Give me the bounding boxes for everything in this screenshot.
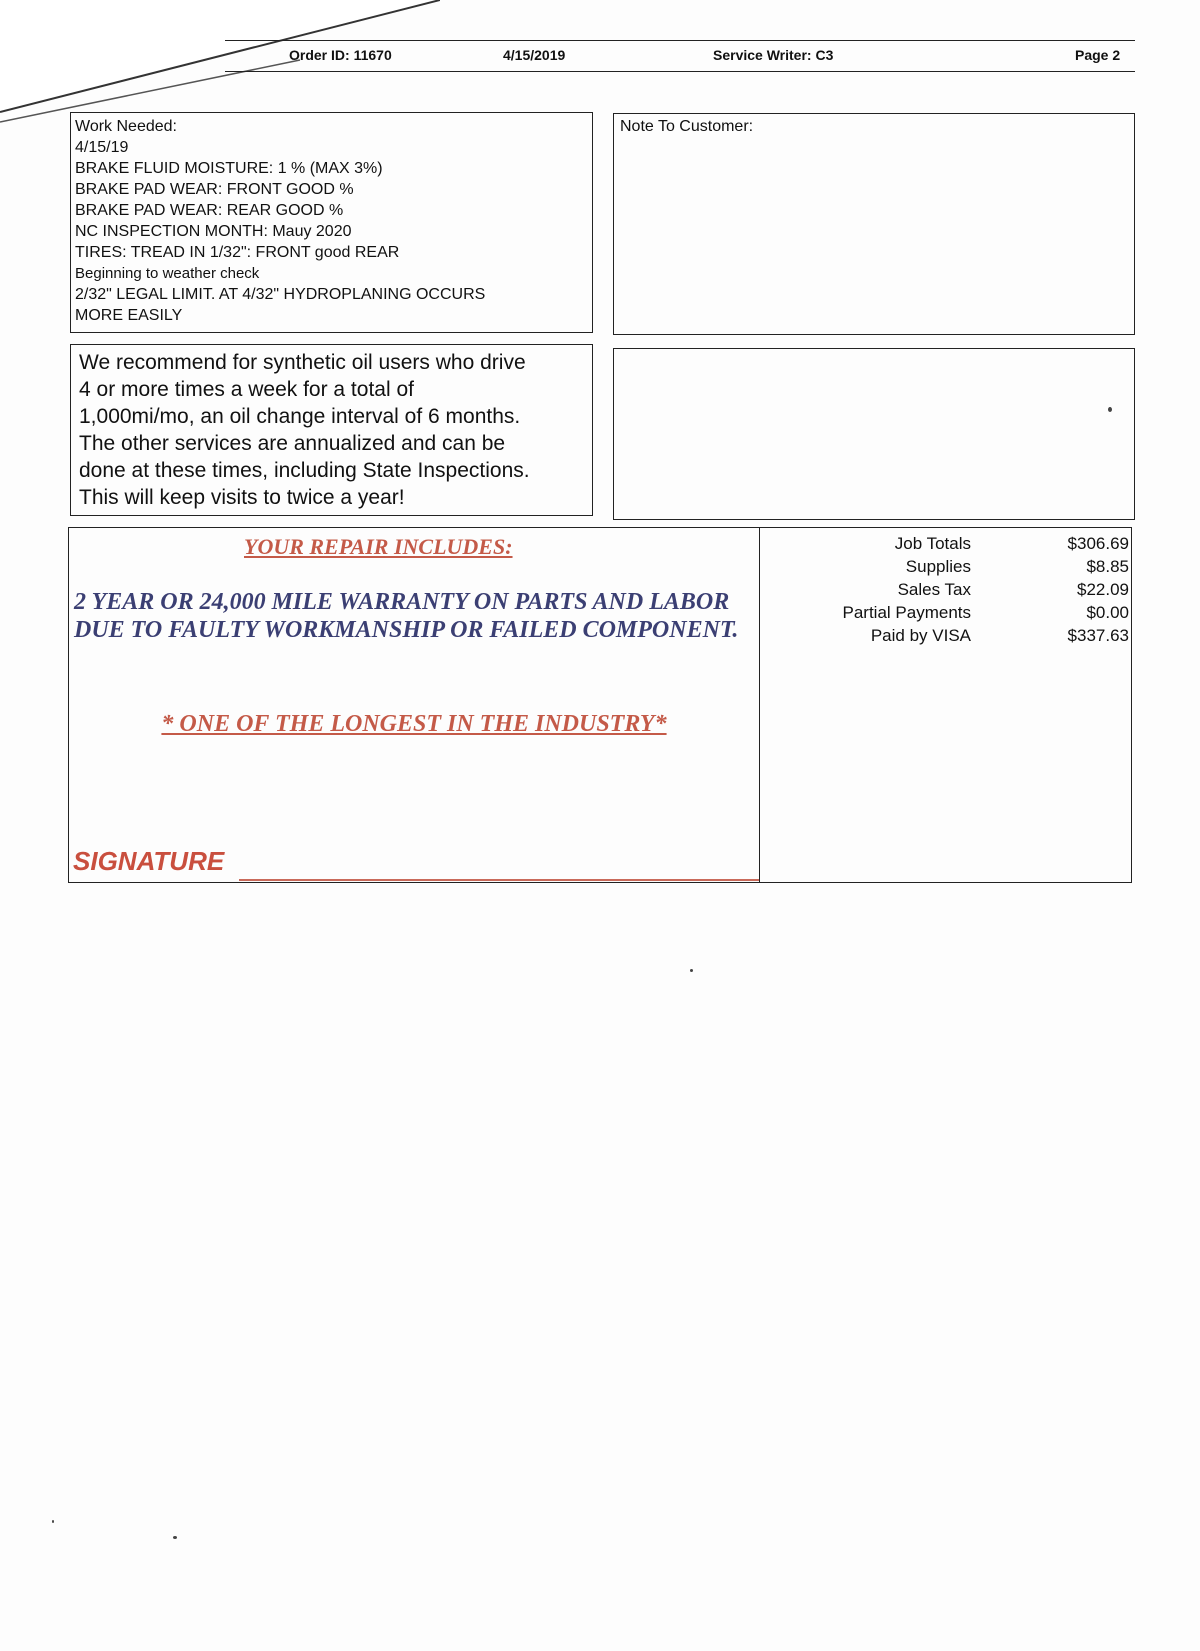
totals-value: $306.69	[1067, 534, 1129, 553]
note-to-customer-title: Note To Customer:	[620, 118, 754, 135]
work-line: NC INSPECTION MONTH: Mauy 2020	[75, 223, 352, 240]
service-writer: Service Writer: C3	[713, 47, 834, 63]
work-line: BRAKE PAD WEAR: FRONT GOOD %	[75, 181, 354, 198]
page-header	[225, 40, 1135, 72]
work-line: BRAKE FLUID MOISTURE: 1 % (MAX 3%)	[75, 160, 383, 177]
work-needed-title: Work Needed:	[75, 118, 177, 135]
recommendation-line: 4 or more times a week for a total of	[79, 378, 414, 401]
work-line: Beginning to weather check	[75, 265, 260, 282]
recommendation-line: This will keep visits to twice a year!	[79, 486, 405, 509]
scan-speck	[52, 1520, 54, 1523]
scan-speck	[173, 1536, 177, 1539]
totals-label: Paid by VISA	[870, 626, 971, 645]
work-needed-box	[70, 112, 593, 333]
recommendation-line: done at these times, including State Inspections.	[79, 459, 530, 482]
totals-label: Partial Payments	[842, 603, 971, 622]
totals-value: $8.85	[1086, 557, 1129, 576]
page-number: Page 2	[1075, 47, 1121, 63]
order-date: 4/15/2019	[503, 47, 566, 63]
totals-value: $0.00	[1086, 603, 1129, 622]
signature-line	[239, 879, 759, 881]
work-line: 4/15/19	[75, 139, 129, 156]
totals-row	[761, 603, 1131, 626]
totals-row	[761, 580, 1131, 603]
totals-label: Job Totals	[894, 534, 971, 553]
work-line: 2/32" LEGAL LIMIT. AT 4/32" HYDROPLANING OCCURS	[75, 286, 486, 303]
scan-speck	[690, 969, 693, 972]
order-id: Order ID: 11670	[289, 47, 392, 63]
warranty-text: 2 YEAR OR 24,000 MILE WARRANTY ON PARTS AND LABOR DUE TO FAULTY WORKMANSHIP OR FAILED COMPONENT.	[74, 589, 739, 643]
repair-title: YOUR REPAIR INCLUDES:	[244, 534, 513, 559]
totals-value: $22.09	[1077, 580, 1129, 599]
work-line: BRAKE PAD WEAR: REAR GOOD %	[75, 202, 344, 219]
work-line: TIRES: TREAD IN 1/32": FRONT good REAR	[75, 244, 400, 261]
recommendation-line: We recommend for synthetic oil users who drive	[79, 351, 526, 374]
recommendation-line: 1,000mi/mo, an oil change interval of 6 months.	[79, 405, 521, 428]
totals-divider	[759, 528, 760, 882]
totals-value: $337.63	[1067, 626, 1129, 645]
longest-text: * ONE OF THE LONGEST IN THE INDUSTRY*	[161, 711, 667, 737]
scan-speck	[1108, 407, 1112, 412]
totals-row	[761, 557, 1131, 580]
signature-label: SIGNATURE	[73, 846, 225, 876]
note-to-customer-box	[613, 113, 1135, 335]
work-line: MORE EASILY	[75, 307, 183, 324]
totals-label: Sales Tax	[897, 580, 971, 599]
recommendation-box	[70, 344, 593, 516]
blank-box	[613, 348, 1135, 520]
totals-row	[761, 626, 1131, 649]
totals-table	[761, 534, 1131, 649]
recommendation-line: The other services are annualized and can be	[79, 432, 506, 455]
repair-box	[68, 527, 1132, 883]
totals-label: Supplies	[905, 557, 971, 576]
totals-row	[761, 534, 1131, 557]
